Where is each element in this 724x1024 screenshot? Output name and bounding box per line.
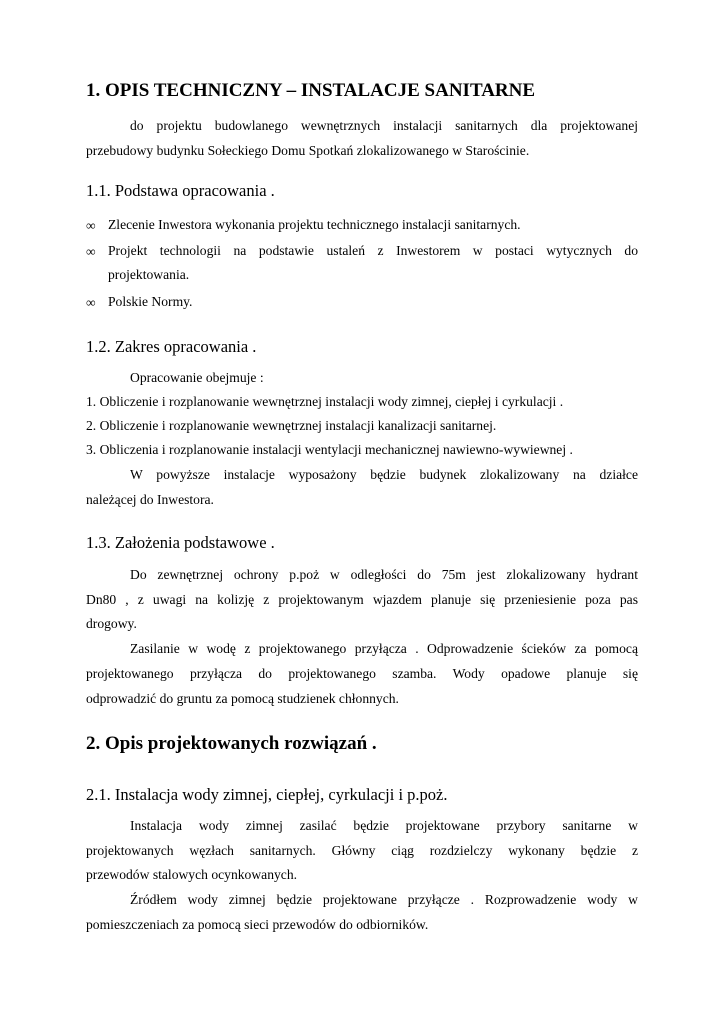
infinity-bullet-icon: ∞ (86, 244, 96, 259)
scope-item-3: 3. Obliczenia i rozplanowanie instalacji wentylacji mechanicznej nawiewno-wywiewnej . (86, 442, 573, 457)
assumptions-p1-line-2: Dn80 , z uwagi na kolizję z projektowanym wjazdem planuje się przeniesienie poza pas (86, 592, 638, 607)
intro-line-1: do projektu budowlanego wewnętrznych instalacji sanitarnych dla projektowanej (130, 118, 638, 133)
subsection-1-3-heading: 1.3. Założenia podstawowe . (86, 533, 275, 552)
section-1-heading: 1. OPIS TECHNICZNY – INSTALACJE SANITARNE (86, 80, 536, 101)
basis-item-2-line-2: projektowania. (108, 267, 190, 282)
scope-item-1: 1. Obliczenie i rozplanowanie wewnętrznej instalacji wody zimnej, ciepłej i cyrkulacji . (86, 394, 564, 409)
scope-paragraph-line-1: W powyższe instalacje wyposażony będzie budynek zlokalizowany na działce (130, 467, 638, 482)
infinity-bullet-icon: ∞ (86, 218, 96, 233)
subsection-1-1-heading: 1.1. Podstawa opracowania . (86, 181, 275, 200)
water-p1-line-1: Instalacja wody zimnej zasilać będzie projektowane przybory sanitarne w (130, 818, 638, 833)
assumptions-p2-line-2: projektowanego przyłącza do projektowanego szamba. Wody opadowe planuje się (86, 666, 638, 681)
basis-item-3: Polskie Normy. (108, 294, 193, 309)
assumptions-p2-line-1: Zasilanie w wodę z projektowanego przyłącza . Odprowadzenie ścieków za pomocą (130, 641, 638, 656)
scope-lead: Opracowanie obejmuje : (130, 370, 264, 385)
scope-paragraph-line-2: należącej do Inwestora. (86, 492, 214, 507)
basis-item-1: Zlecenie Inwestora wykonania projektu technicznego instalacji sanitarnych. (108, 217, 521, 232)
basis-item-2-line-1: Projekt technologii na podstawie ustaleń z Inwestorem w postaci wytycznych do (108, 243, 638, 258)
section-2-heading: 2. Opis projektowanych rozwiązań . (86, 733, 377, 754)
water-p2-line-2: pomieszczeniach za pomocą sieci przewodów do odbiorników. (86, 917, 429, 932)
water-p2-line-1: Źródłem wody zimnej będzie projektowane przyłącze . Rozprowadzenie wody w (130, 892, 638, 907)
water-p1-line-2: projektowanych węzłach sanitarnych. Główny ciąg rozdzielczy wykonany będzie z (86, 843, 638, 858)
intro-line-2: przebudowy budynku Sołeckiego Domu Spotkań zlokalizowanego w Starościnie. (86, 143, 530, 158)
infinity-bullet-icon: ∞ (86, 295, 96, 310)
scope-item-2: 2. Obliczenie i rozplanowanie wewnętrznej instalacji kanalizacji sanitarnej. (86, 418, 497, 433)
subsection-2-1-heading: 2.1. Instalacja wody zimnej, ciepłej, cyrkulacji i p.poż. (86, 785, 448, 804)
water-p1-line-3: przewodów stalowych ocynkowanych. (86, 867, 298, 882)
assumptions-p2-line-3: odprowadzić do gruntu za pomocą studzienek chłonnych. (86, 691, 399, 706)
subsection-1-2-heading: 1.2. Zakres opracowania . (86, 337, 257, 356)
assumptions-p1-line-3: drogowy. (86, 616, 137, 631)
assumptions-p1-line-1: Do zewnętrznej ochrony p.poż w odległości do 75m jest zlokalizowany hydrant (130, 567, 638, 582)
